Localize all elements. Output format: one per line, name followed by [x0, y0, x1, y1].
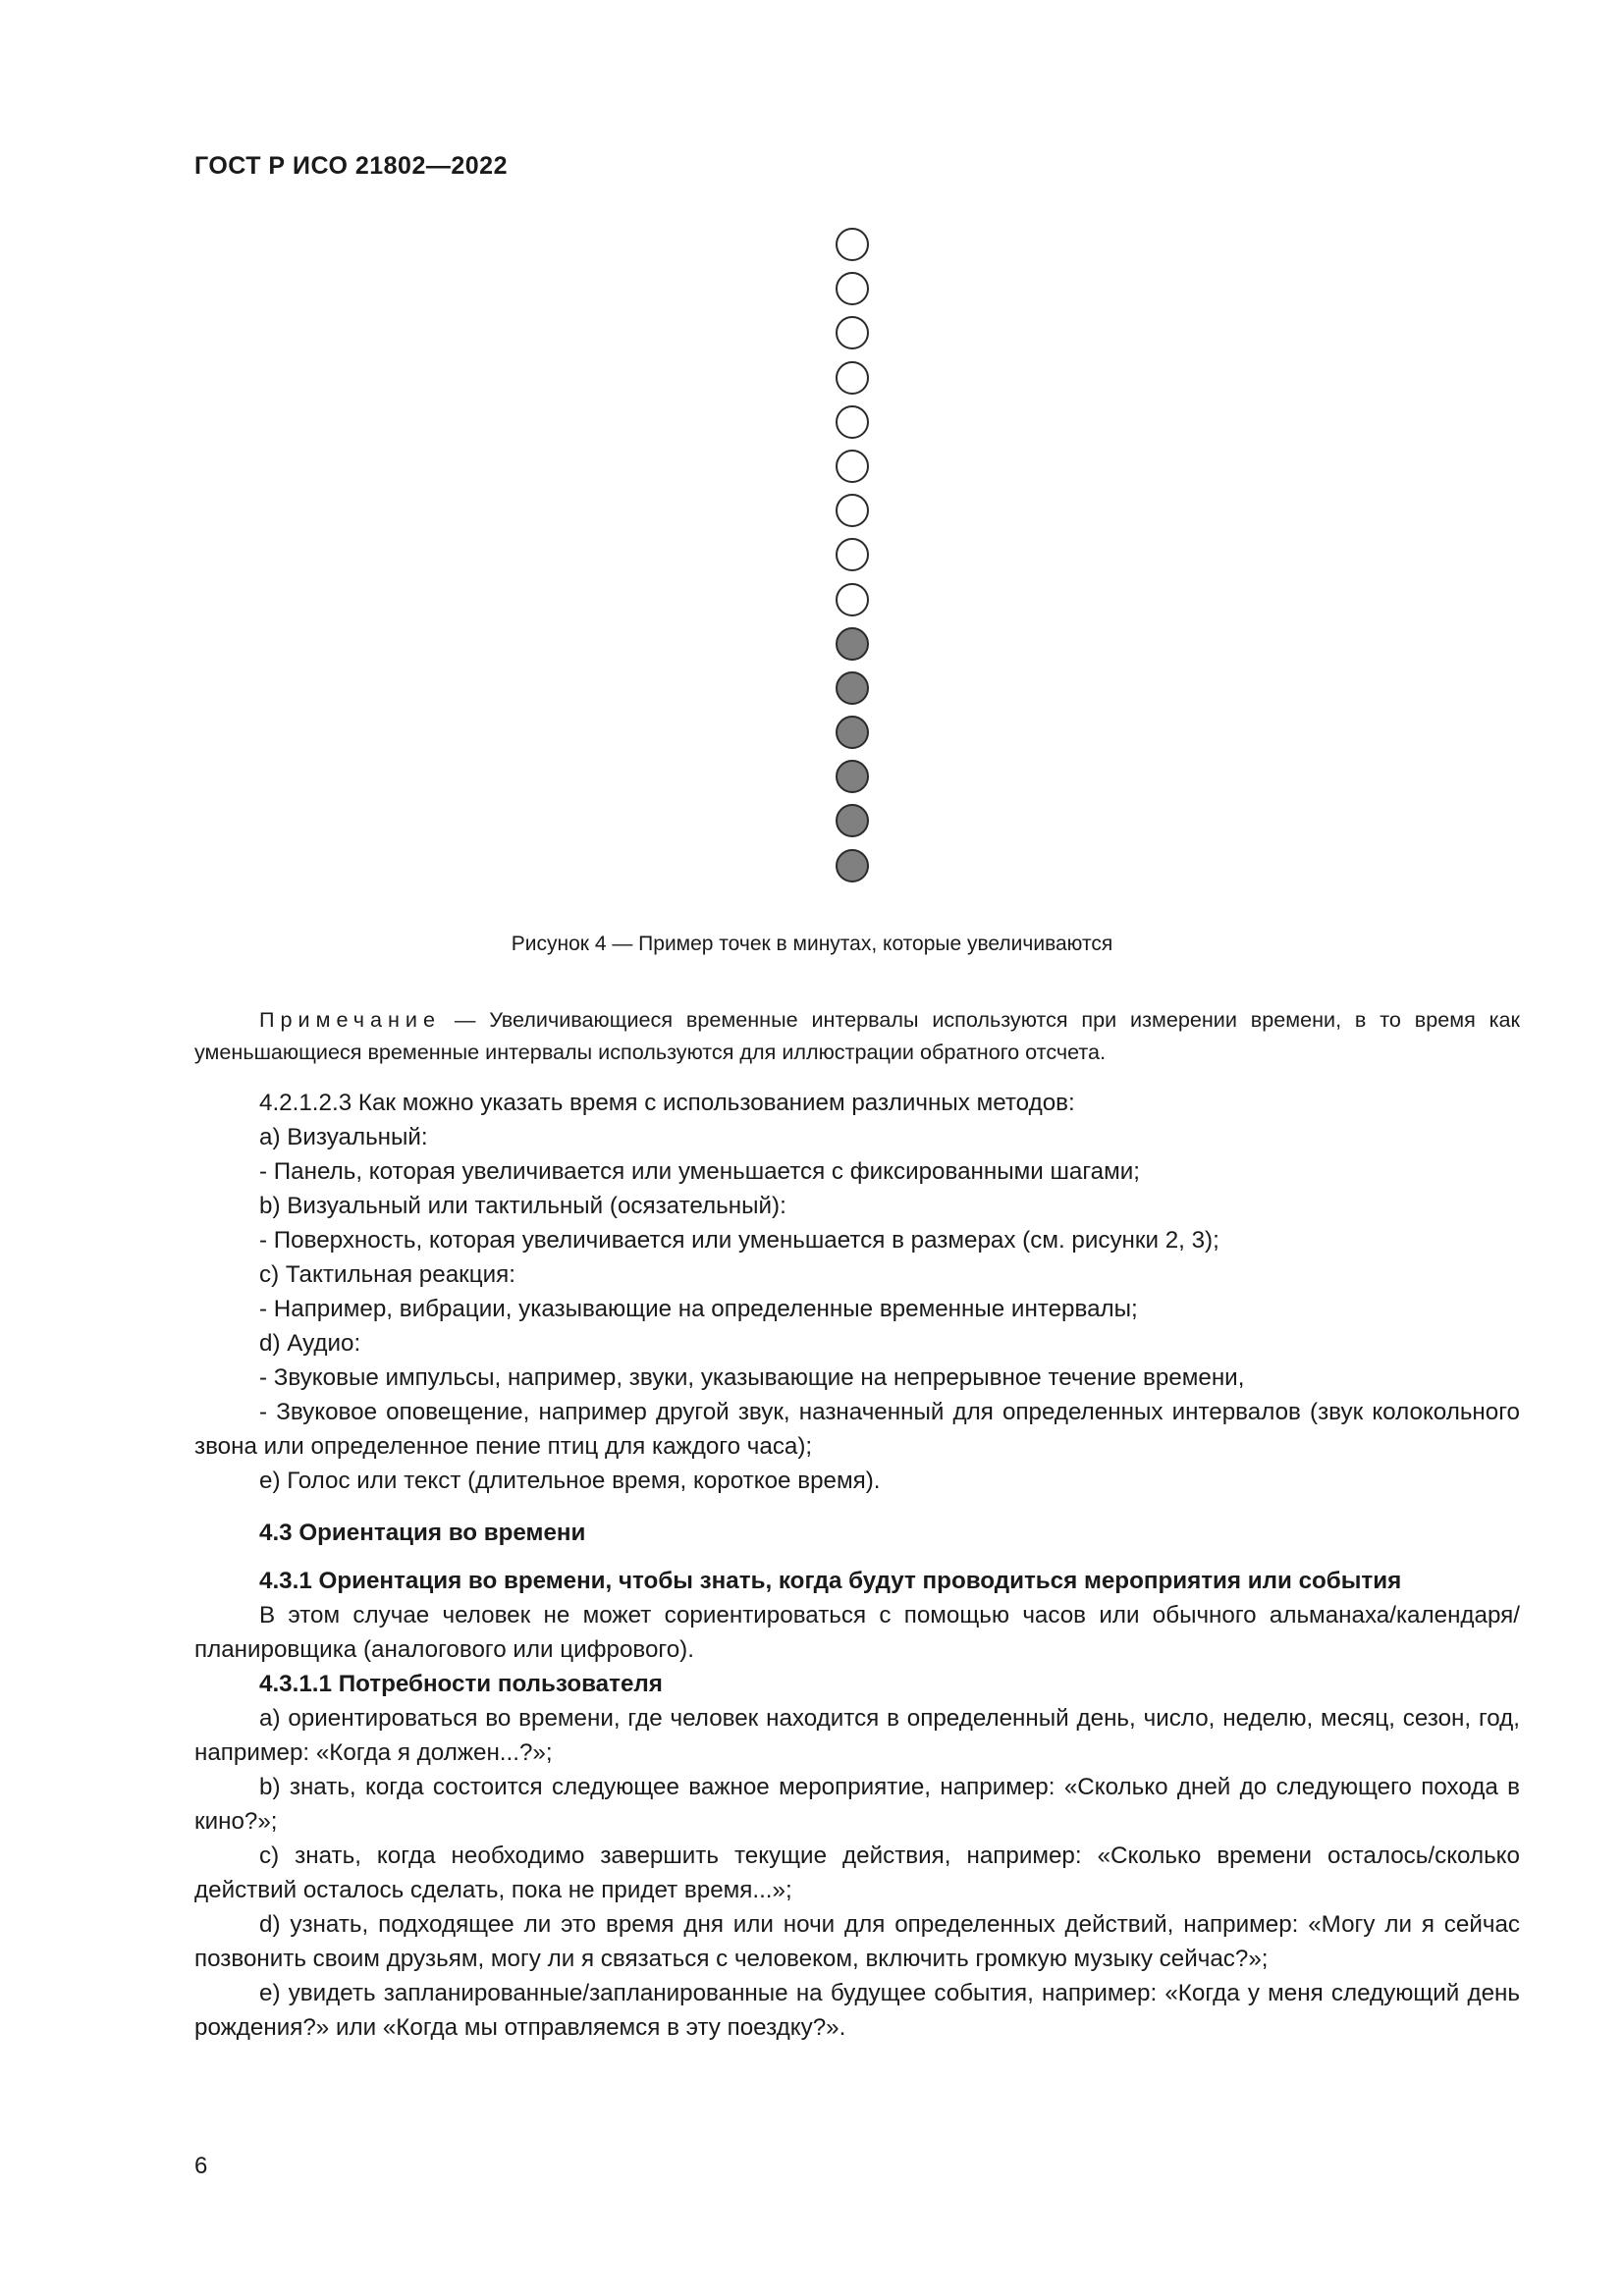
- list-item: - Например, вибрации, указывающие на определенные временные интервалы;: [259, 1296, 1138, 1322]
- figure-caption: Рисунок 4 — Пример точек в минутах, которые увеличиваются: [511, 933, 1113, 955]
- filled-dot: [836, 849, 869, 882]
- note-text: — Увеличивающиеся временные интервалы используются при измерении времени, в то время как уменьшающиеся временные интервалы используются для иллюстрации обратного отсчета.: [194, 1007, 1520, 1064]
- list-item: e) Голос или текст (длительное время, короткое время).: [259, 1468, 881, 1494]
- needs-item: e) увидеть запланированные/запланированные на будущее события, например: «Когда у меня следующий день рождения?» или «Когда мы отправляемся в эту поездку?».: [194, 1980, 1520, 2041]
- list-item: - Звуковые импульсы, например, звуки, указывающие на непрерывное течение времени,: [259, 1364, 1245, 1391]
- section-paragraph: В этом случае человек не может сориентироваться с помощью часов или обычного альманаха/календаря/планировщика (аналогового или цифрового).: [194, 1602, 1520, 1663]
- document-header: ГОСТ Р ИСО 21802—2022: [194, 152, 508, 180]
- empty-dot: [836, 583, 869, 616]
- empty-dot: [836, 405, 869, 439]
- list-item: d) Аудио:: [259, 1330, 361, 1357]
- list-item: - Поверхность, которая увеличивается или уменьшается в размерах (см. рисунки 2, 3);: [259, 1227, 1219, 1254]
- body-text: [194, 1003, 1520, 2045]
- empty-dot: [836, 272, 869, 305]
- section-heading-4-3-1-1: 4.3.1.1 Потребности пользователя: [259, 1671, 663, 1697]
- empty-dot: [836, 361, 869, 395]
- note-paragraph: [194, 1003, 1520, 1068]
- filled-dot: [836, 804, 869, 837]
- empty-dot: [836, 316, 869, 349]
- list-item: a) Визуальный:: [259, 1124, 428, 1150]
- needs-item: c) знать, когда необходимо завершить текущие действия, например: «Сколько времени осталось/сколько действий осталось сделать, пока не придет время...»;: [194, 1842, 1520, 1903]
- section-heading-4-3-1: 4.3.1 Ориентация во времени, чтобы знать, когда будут проводиться мероприятия или события: [259, 1568, 1402, 1594]
- note-label: Примечание: [259, 1007, 441, 1032]
- empty-dot: [836, 450, 869, 483]
- filled-dot: [836, 760, 869, 793]
- needs-item: b) знать, когда состоится следующее важное мероприятие, например: «Сколько дней до следующего похода в кино?»;: [194, 1774, 1520, 1835]
- empty-dot: [836, 228, 869, 261]
- methods-intro: 4.2.1.2.3 Как можно указать время с использованием различных методов:: [259, 1090, 1075, 1116]
- filled-dot: [836, 716, 869, 749]
- list-item: b) Визуальный или тактильный (осязательный):: [259, 1193, 786, 1219]
- empty-dot: [836, 494, 869, 527]
- minute-dots-figure: [825, 228, 880, 893]
- section-heading-4-3: 4.3 Ориентация во времени: [259, 1520, 586, 1546]
- needs-item: a) ориентироваться во времени, где человек находится в определенный день, число, неделю, месяц, сезон, год, например: «Когда я должен...?»;: [194, 1705, 1520, 1766]
- filled-dot: [836, 627, 869, 661]
- list-item: - Панель, которая увеличивается или уменьшается с фиксированными шагами;: [259, 1158, 1140, 1185]
- empty-dot: [836, 538, 869, 571]
- needs-item: d) узнать, подходящее ли это время дня или ночи для определенных действий, например: «Могу ли я сейчас позвонить своим друзьям, могу ли я связаться с человеком, включить громкую музыку сейчас?»;: [194, 1911, 1520, 1972]
- list-item: c) Тактильная реакция:: [259, 1261, 515, 1288]
- filled-dot: [836, 671, 869, 705]
- list-item: - Звуковое оповещение, например другой звук, назначенный для определенных интервалов (звук колокольного звона или определенное пение птиц для каждого часа);: [194, 1399, 1520, 1460]
- page-number: 6: [194, 2153, 208, 2179]
